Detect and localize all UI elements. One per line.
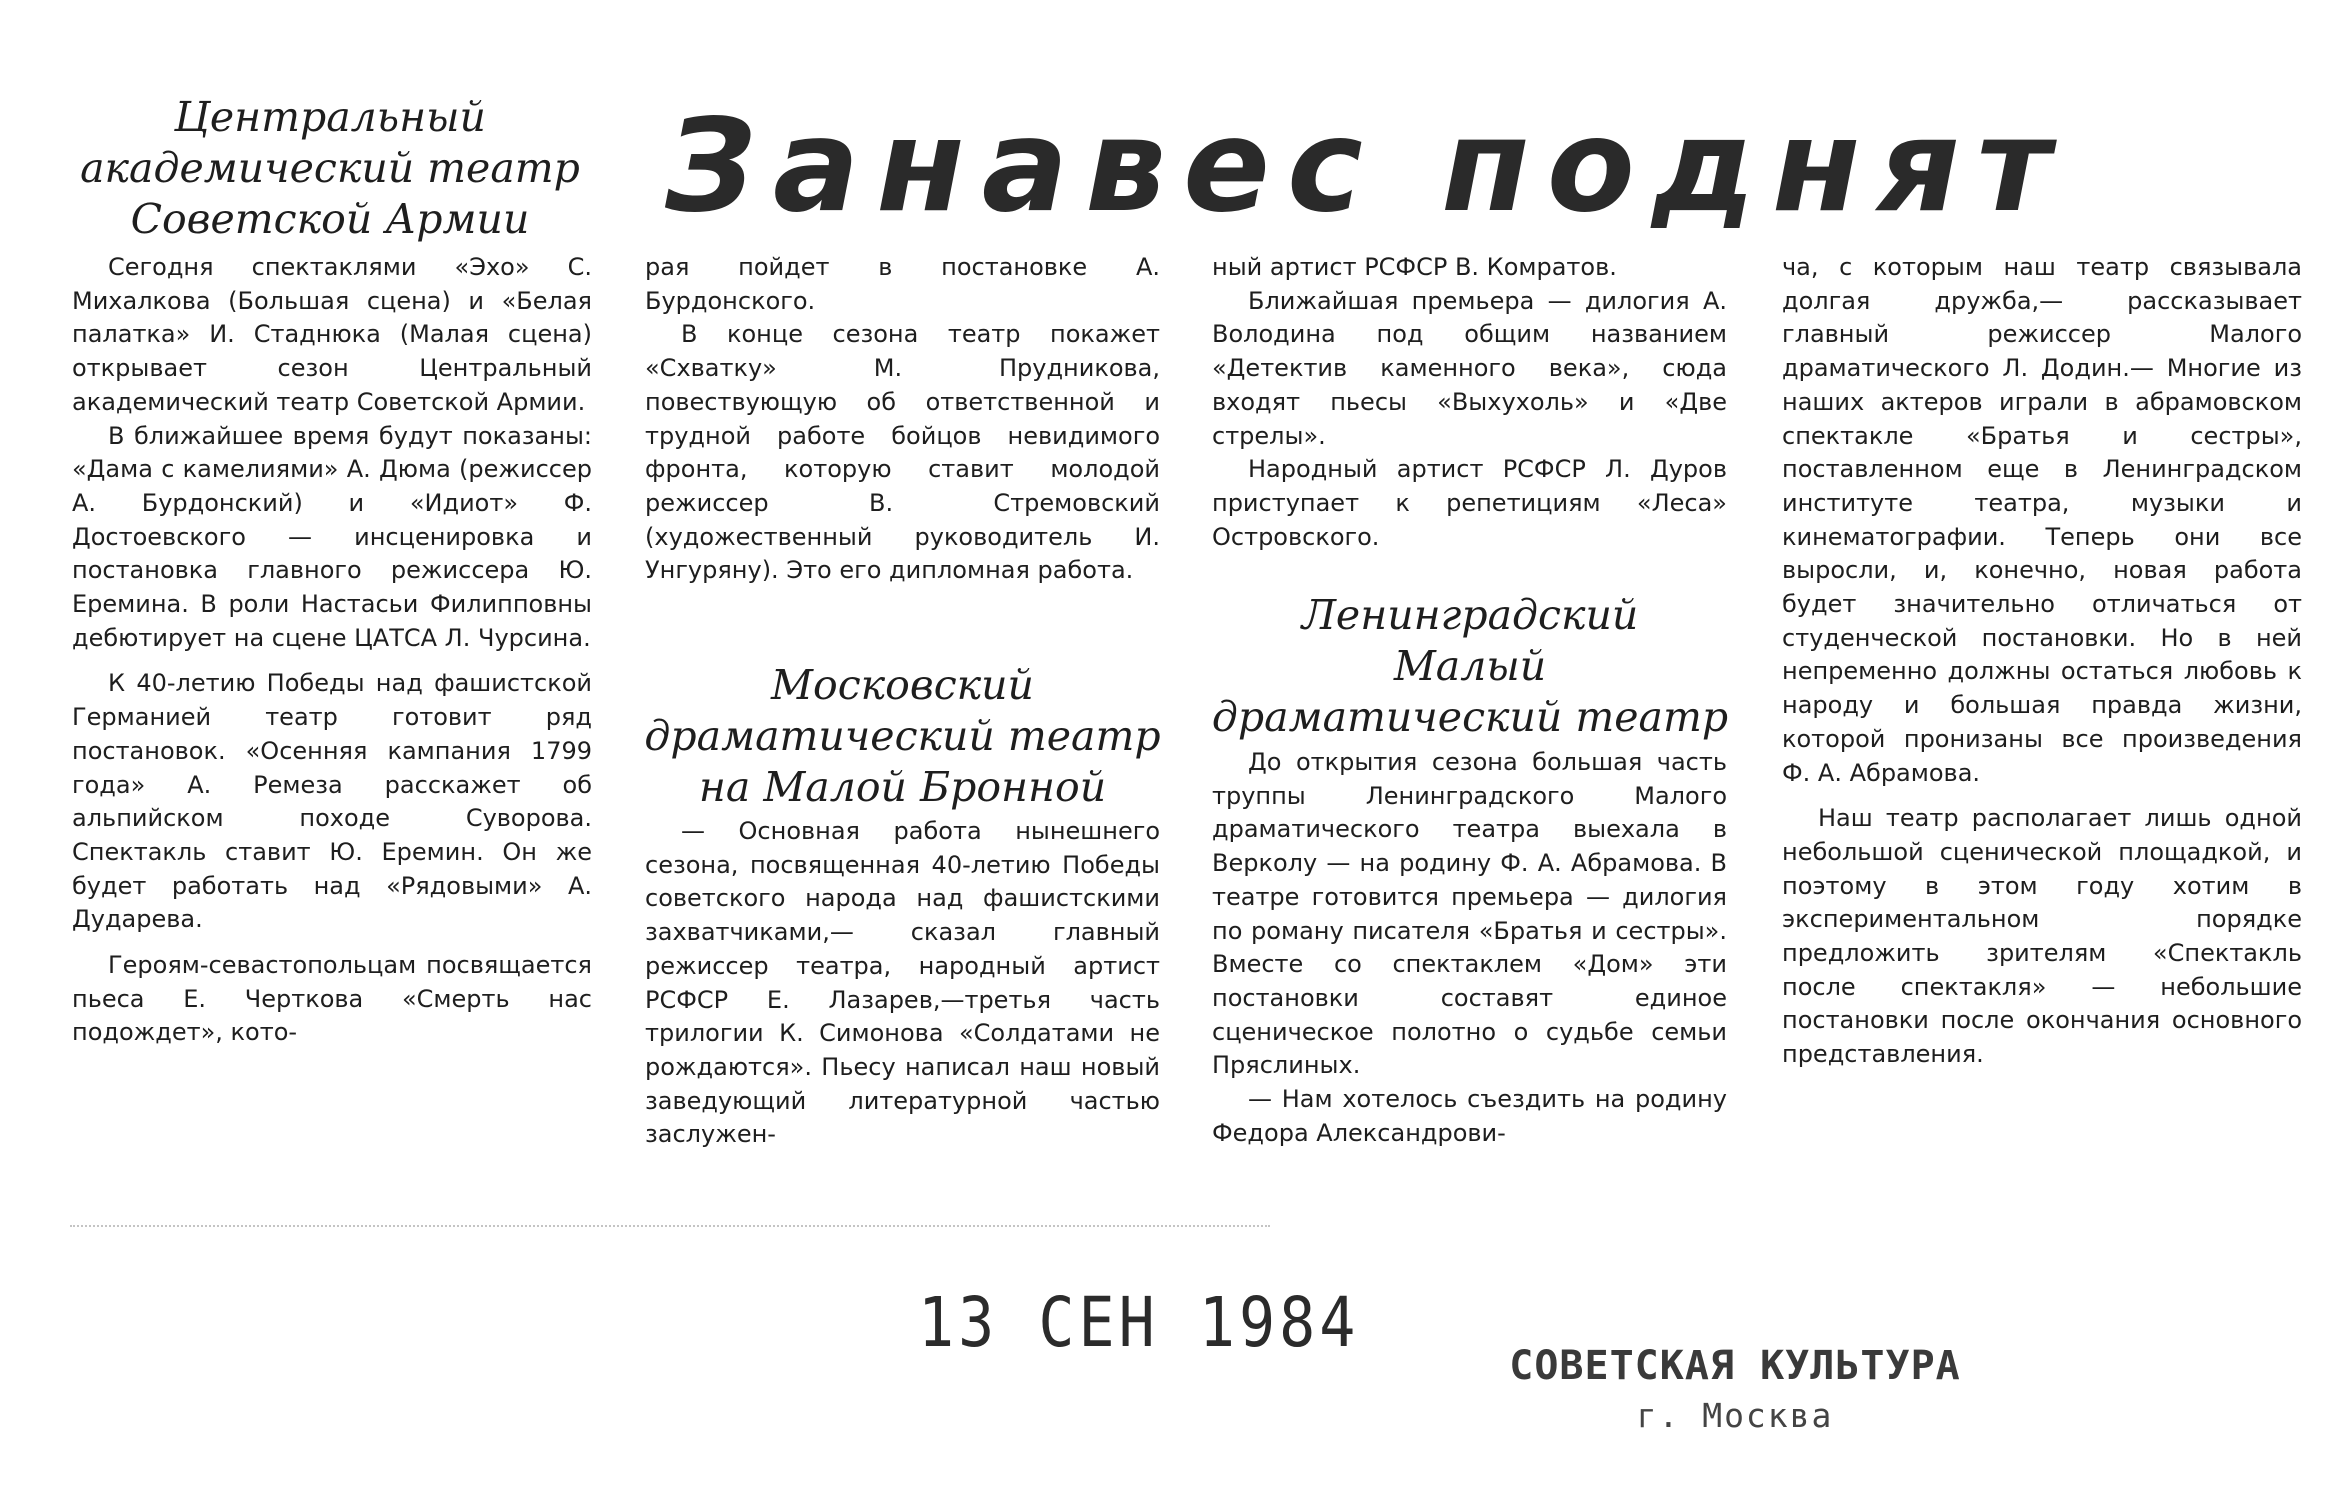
paragraph: В конце сезона театр покажет «Схватку» М. Прудникова, повествующую об ответственной и трудной работе бойцов невидимого фронта, которую ставит молодой режиссер В. Стремовский (художественный руководитель И. Унгуряну). Это его дипломная работа. bbox=[645, 320, 1160, 585]
paragraph: Героям-севастопольцам посвящается пьеса Е. Черткова «Смерть нас подождет», кото- bbox=[72, 951, 592, 1047]
paragraph: ча, с которым наш театр связывала долгая дружба,— рассказывает главный режиссер Малого драматического Л. Додин.— Многие из наших актеров играли в абрамовском спектакле «Братья и сестры», поставленном еще в Ленинградском институте театра, музыки и кинематографии. Теперь они все выросли, и, конечно, новая работа будет значительно отличаться от студенческой постановки. Но в ней непременно должны остаться любовь к народу и большая правда жизни, которой пронизаны все произведения Ф. А. Абрамова. bbox=[1782, 253, 2302, 787]
title-line: драматический театр bbox=[1211, 693, 1729, 741]
section-title-leningrad-maly-theatre bbox=[1200, 590, 1740, 743]
column-1 bbox=[72, 251, 592, 1211]
paragraph: Народный артист РСФСР Л. Дуров приступает к репетициям «Леса» Островского. bbox=[1212, 455, 1727, 551]
title-line: Центральный bbox=[174, 93, 486, 141]
paragraph: Сегодня спектаклями «Эхо» С. Михалкова (Большая сцена) и «Белая палатка» И. Стаднюка (Малая сцена) открывает сезон Центральный академический театр Советской Армии. bbox=[72, 253, 592, 416]
date-stamp: 13 СЕН 1984 bbox=[918, 1282, 1360, 1364]
paragraph: ный артист РСФСР В. Комратов. bbox=[1212, 253, 1617, 281]
publication-name: СОВЕТСКАЯ КУЛЬТУРА bbox=[1509, 1343, 1961, 1389]
publication-stamp bbox=[1500, 1340, 1970, 1460]
paragraph: — Основная работа нынешнего сезона, посвященная 40-летию Победы советского народа над фашистскими захватчиками,— сказал главный режиссер театра, народный артист РСФСР Е. Лазарев,—третья часть трилогии К. Симонова «Солдатами не рождаются». Пьесу написал наш новый заведующий литературной частью заслужен- bbox=[645, 817, 1160, 1149]
paragraph: Ближайшая премьера — дилогия А. Володина под общим названием «Детектив каменного века», сюда входят пьесы «Выхухоль» и «Две стрелы». bbox=[1212, 286, 1727, 450]
column-2-bottom bbox=[645, 815, 1160, 1215]
publication-city: г. Москва bbox=[1636, 1396, 1834, 1435]
title-line: Ленинградский bbox=[1301, 591, 1639, 639]
paragraph: — Нам хотелось съездить на родину Федора Александрови- bbox=[1212, 1085, 1727, 1147]
headline: Занавес поднят bbox=[665, 92, 2068, 241]
section-title-central-army-theatre bbox=[60, 92, 600, 245]
paragraph: До открытия сезона большая часть труппы Ленинградского Малого драматического театра выехала в Верколу — на родину Ф. А. Абрамова. В театре готовится премьера — дилогия по роману писателя «Братья и сестры». Вместе со спектаклем «Дом» эти постановки составят единое сценическое полотно о судьбе семьи Пряслиных. bbox=[1212, 748, 1727, 1080]
title-line: академический театр bbox=[80, 144, 580, 192]
column-3-bottom bbox=[1212, 746, 1727, 1216]
divider bbox=[70, 1225, 1270, 1229]
title-line: Малый bbox=[1393, 642, 1547, 690]
paragraph: Наш театр располагает лишь одной небольшой сценической площадкой, и поэтому в этом году хотим в экспериментальном порядке предложить зрителям «Спектакль после спектакля» — небольшие постановки после окончания основного представления. bbox=[1782, 804, 2302, 1069]
title-line: на Малой Бронной bbox=[698, 763, 1107, 811]
paragraph: К 40-летию Победы над фашистской Германией театр готовит ряд постановок. «Осенняя кампания 1799 года» А. Ремеза расскажет об альпийском походе Суворова. Спектакль ставит Ю. Еремин. Он же будет работать над «Рядовыми» А. Дударева. bbox=[72, 669, 592, 934]
section-title-malaya-bronnaya-theatre bbox=[635, 660, 1170, 813]
column-3-top bbox=[1212, 251, 1727, 571]
paragraph: рая пойдет в постановке А. Бурдонского. bbox=[645, 253, 1160, 315]
column-2-top bbox=[645, 251, 1160, 631]
title-line: Советской Армии bbox=[130, 195, 530, 243]
column-4 bbox=[1782, 251, 2302, 1211]
title-line: драматический театр bbox=[644, 712, 1161, 760]
paragraph: В ближайшее время будут показаны: «Дама с камелиями» А. Дюма (режиссер А. Бурдонский) и «Идиот» Ф. Достоевского — инсценировка и постановка главного режиссера Ю. Еремина. В роли Настасьи Филипповны дебютирует на сцене ЦАТСА Л. Чурсина. bbox=[72, 421, 592, 652]
title-line: Московский bbox=[771, 661, 1034, 709]
